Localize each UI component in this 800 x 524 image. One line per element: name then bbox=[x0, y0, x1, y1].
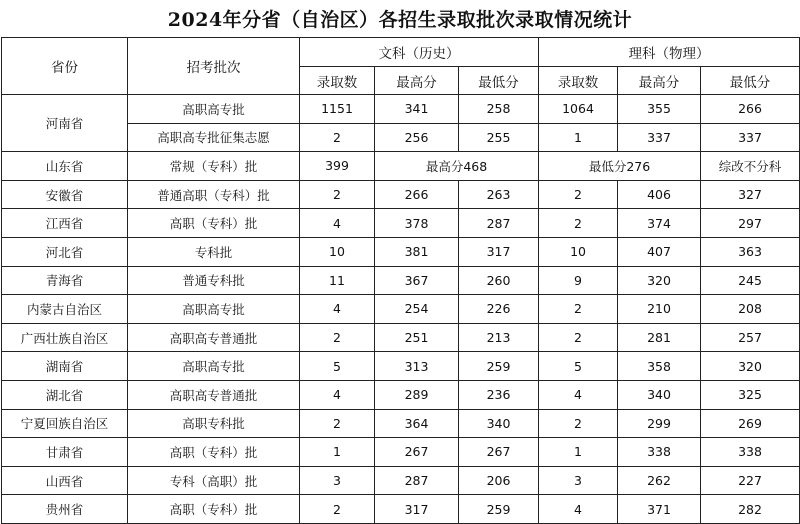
wenke-min-cell: 213 bbox=[459, 323, 539, 352]
wenke-min-cell: 259 bbox=[459, 352, 539, 381]
like-min-cell: 338 bbox=[701, 438, 800, 467]
province-cell: 河南省 bbox=[2, 95, 128, 152]
wenke-max-cell: 254 bbox=[375, 295, 459, 324]
like-max-cell: 338 bbox=[618, 438, 701, 467]
wenke-admitted-cell: 4 bbox=[300, 209, 375, 238]
like-admitted-cell: 3 bbox=[539, 466, 618, 495]
like-admitted-cell: 2 bbox=[539, 409, 618, 438]
wenke-admitted-cell: 4 bbox=[300, 380, 375, 409]
batch-cell: 高职高专普通批 bbox=[128, 323, 300, 352]
wenke-min-cell: 236 bbox=[459, 380, 539, 409]
batch-cell: 普通高职（专科）批 bbox=[128, 180, 300, 209]
wenke-min-cell: 267 bbox=[459, 438, 539, 467]
like-min-cell: 208 bbox=[701, 295, 800, 324]
like-min-cell: 363 bbox=[701, 237, 800, 266]
table-title: 2024年分省（自治区）各招生录取批次录取情况统计 bbox=[167, 9, 633, 31]
batch-cell: 专科批 bbox=[128, 237, 300, 266]
batch-cell: 常规（专科）批 bbox=[128, 152, 300, 181]
header-province: 省份 bbox=[2, 38, 128, 95]
wenke-admitted-cell: 10 bbox=[300, 237, 375, 266]
header-wenke-min: 最低分 bbox=[459, 67, 539, 95]
wenke-admitted-cell: 2 bbox=[300, 123, 375, 152]
wenke-admitted-cell: 1 bbox=[300, 438, 375, 467]
like-admitted-cell: 2 bbox=[539, 295, 618, 324]
wenke-min-cell: 226 bbox=[459, 295, 539, 324]
table-row bbox=[2, 152, 800, 181]
like-max-cell: 262 bbox=[618, 466, 701, 495]
wenke-min-cell: 259 bbox=[459, 495, 539, 524]
wenke-max-cell: 378 bbox=[375, 209, 459, 238]
table-row bbox=[2, 95, 800, 124]
like-min-cell: 269 bbox=[701, 409, 800, 438]
like-max-cell: 299 bbox=[618, 409, 701, 438]
province-cell: 山西省 bbox=[2, 466, 128, 495]
like-admitted-cell: 1 bbox=[539, 123, 618, 152]
batch-cell: 高职高专普通批 bbox=[128, 380, 300, 409]
like-min-cell: 266 bbox=[701, 95, 800, 124]
wenke-min-cell: 287 bbox=[459, 209, 539, 238]
wenke-admitted-cell: 5 bbox=[300, 352, 375, 381]
header-like: 理科（物理） bbox=[539, 38, 800, 67]
like-max-cell: 281 bbox=[618, 323, 701, 352]
like-max-cell: 210 bbox=[618, 295, 701, 324]
header-like-max: 最高分 bbox=[618, 67, 701, 95]
like-admitted-cell: 4 bbox=[539, 495, 618, 524]
wenke-max-cell: 317 bbox=[375, 495, 459, 524]
like-max-cell: 320 bbox=[618, 266, 701, 295]
like-max-cell: 340 bbox=[618, 380, 701, 409]
table-row bbox=[2, 237, 800, 266]
like-admitted-cell: 1064 bbox=[539, 95, 618, 124]
header-row-1 bbox=[2, 38, 800, 67]
wenke-min-cell: 260 bbox=[459, 266, 539, 295]
like-min-cell: 282 bbox=[701, 495, 800, 524]
table-row bbox=[2, 180, 800, 209]
table-row bbox=[2, 438, 800, 467]
admitted-cell: 399 bbox=[300, 152, 375, 181]
wenke-max-cell: 367 bbox=[375, 266, 459, 295]
like-min-cell: 227 bbox=[701, 466, 800, 495]
like-admitted-cell: 4 bbox=[539, 380, 618, 409]
wenke-min-cell: 255 bbox=[459, 123, 539, 152]
wenke-max-cell: 313 bbox=[375, 352, 459, 381]
wenke-min-cell: 258 bbox=[459, 95, 539, 124]
batch-cell: 高职高专批 bbox=[128, 352, 300, 381]
wenke-max-cell: 251 bbox=[375, 323, 459, 352]
province-cell: 宁夏回族自治区 bbox=[2, 409, 128, 438]
batch-cell: 高职高专批 bbox=[128, 295, 300, 324]
wenke-max-cell: 287 bbox=[375, 466, 459, 495]
batch-cell: 高职（专科）批 bbox=[128, 495, 300, 524]
wenke-admitted-cell: 2 bbox=[300, 495, 375, 524]
like-admitted-cell: 2 bbox=[539, 323, 618, 352]
like-min-cell: 320 bbox=[701, 352, 800, 381]
province-cell: 安徽省 bbox=[2, 180, 128, 209]
province-cell: 湖南省 bbox=[2, 352, 128, 381]
like-admitted-cell: 5 bbox=[539, 352, 618, 381]
province-cell: 贵州省 bbox=[2, 495, 128, 524]
wenke-admitted-cell: 3 bbox=[300, 466, 375, 495]
note-cell: 综改不分科 bbox=[701, 152, 800, 181]
batch-cell: 普通专科批 bbox=[128, 266, 300, 295]
like-admitted-cell: 1 bbox=[539, 438, 618, 467]
header-wenke-admitted: 录取数 bbox=[300, 67, 375, 95]
wenke-min-cell: 263 bbox=[459, 180, 539, 209]
province-cell: 湖北省 bbox=[2, 380, 128, 409]
like-max-cell: 371 bbox=[618, 495, 701, 524]
like-admitted-cell: 9 bbox=[539, 266, 618, 295]
province-cell: 内蒙古自治区 bbox=[2, 295, 128, 324]
batch-cell: 高职高专批征集志愿 bbox=[128, 123, 300, 152]
batch-cell: 高职专科批 bbox=[128, 409, 300, 438]
wenke-admitted-cell: 2 bbox=[300, 180, 375, 209]
province-cell: 甘肃省 bbox=[2, 438, 128, 467]
table-row bbox=[2, 466, 800, 495]
batch-cell: 高职高专批 bbox=[128, 95, 300, 124]
batch-cell: 高职（专科）批 bbox=[128, 438, 300, 467]
like-max-cell: 407 bbox=[618, 237, 701, 266]
like-max-cell: 337 bbox=[618, 123, 701, 152]
header-like-admitted: 录取数 bbox=[539, 67, 618, 95]
table-row bbox=[2, 266, 800, 295]
like-min-cell: 337 bbox=[701, 123, 800, 152]
wenke-max-cell: 267 bbox=[375, 438, 459, 467]
wenke-max-cell: 364 bbox=[375, 409, 459, 438]
batch-cell: 高职（专科）批 bbox=[128, 209, 300, 238]
wenke-admitted-cell: 2 bbox=[300, 323, 375, 352]
table-row bbox=[2, 380, 800, 409]
like-max-cell: 355 bbox=[618, 95, 701, 124]
header-batch: 招考批次 bbox=[128, 38, 300, 95]
like-max-cell: 358 bbox=[618, 352, 701, 381]
like-admitted-cell: 10 bbox=[539, 237, 618, 266]
like-admitted-cell: 2 bbox=[539, 209, 618, 238]
like-max-cell: 406 bbox=[618, 180, 701, 209]
header-like-min: 最低分 bbox=[701, 67, 800, 95]
wenke-max-cell: 289 bbox=[375, 380, 459, 409]
table-row bbox=[2, 352, 800, 381]
admission-table bbox=[1, 37, 800, 524]
province-cell: 河北省 bbox=[2, 237, 128, 266]
table-row bbox=[2, 323, 800, 352]
like-max-cell: 374 bbox=[618, 209, 701, 238]
max-score-merged-cell: 最高分468 bbox=[375, 152, 539, 181]
wenke-min-cell: 340 bbox=[459, 409, 539, 438]
like-admitted-cell: 2 bbox=[539, 180, 618, 209]
table-row bbox=[2, 409, 800, 438]
like-min-cell: 325 bbox=[701, 380, 800, 409]
wenke-min-cell: 206 bbox=[459, 466, 539, 495]
table-row bbox=[2, 495, 800, 524]
province-cell: 江西省 bbox=[2, 209, 128, 238]
wenke-admitted-cell: 4 bbox=[300, 295, 375, 324]
table-row bbox=[2, 295, 800, 324]
wenke-max-cell: 381 bbox=[375, 237, 459, 266]
header-wenke: 文科（历史） bbox=[300, 38, 539, 67]
wenke-max-cell: 341 bbox=[375, 95, 459, 124]
like-min-cell: 327 bbox=[701, 180, 800, 209]
wenke-admitted-cell: 1151 bbox=[300, 95, 375, 124]
table-row bbox=[2, 209, 800, 238]
province-cell: 青海省 bbox=[2, 266, 128, 295]
like-min-cell: 245 bbox=[701, 266, 800, 295]
wenke-max-cell: 256 bbox=[375, 123, 459, 152]
wenke-max-cell: 266 bbox=[375, 180, 459, 209]
like-min-cell: 297 bbox=[701, 209, 800, 238]
wenke-min-cell: 317 bbox=[459, 237, 539, 266]
batch-cell: 专科（高职）批 bbox=[128, 466, 300, 495]
wenke-admitted-cell: 11 bbox=[300, 266, 375, 295]
wenke-admitted-cell: 2 bbox=[300, 409, 375, 438]
province-cell: 广西壮族自治区 bbox=[2, 323, 128, 352]
min-score-merged-cell: 最低分276 bbox=[539, 152, 701, 181]
like-min-cell: 257 bbox=[701, 323, 800, 352]
province-cell: 山东省 bbox=[2, 152, 128, 181]
header-wenke-max: 最高分 bbox=[375, 67, 459, 95]
